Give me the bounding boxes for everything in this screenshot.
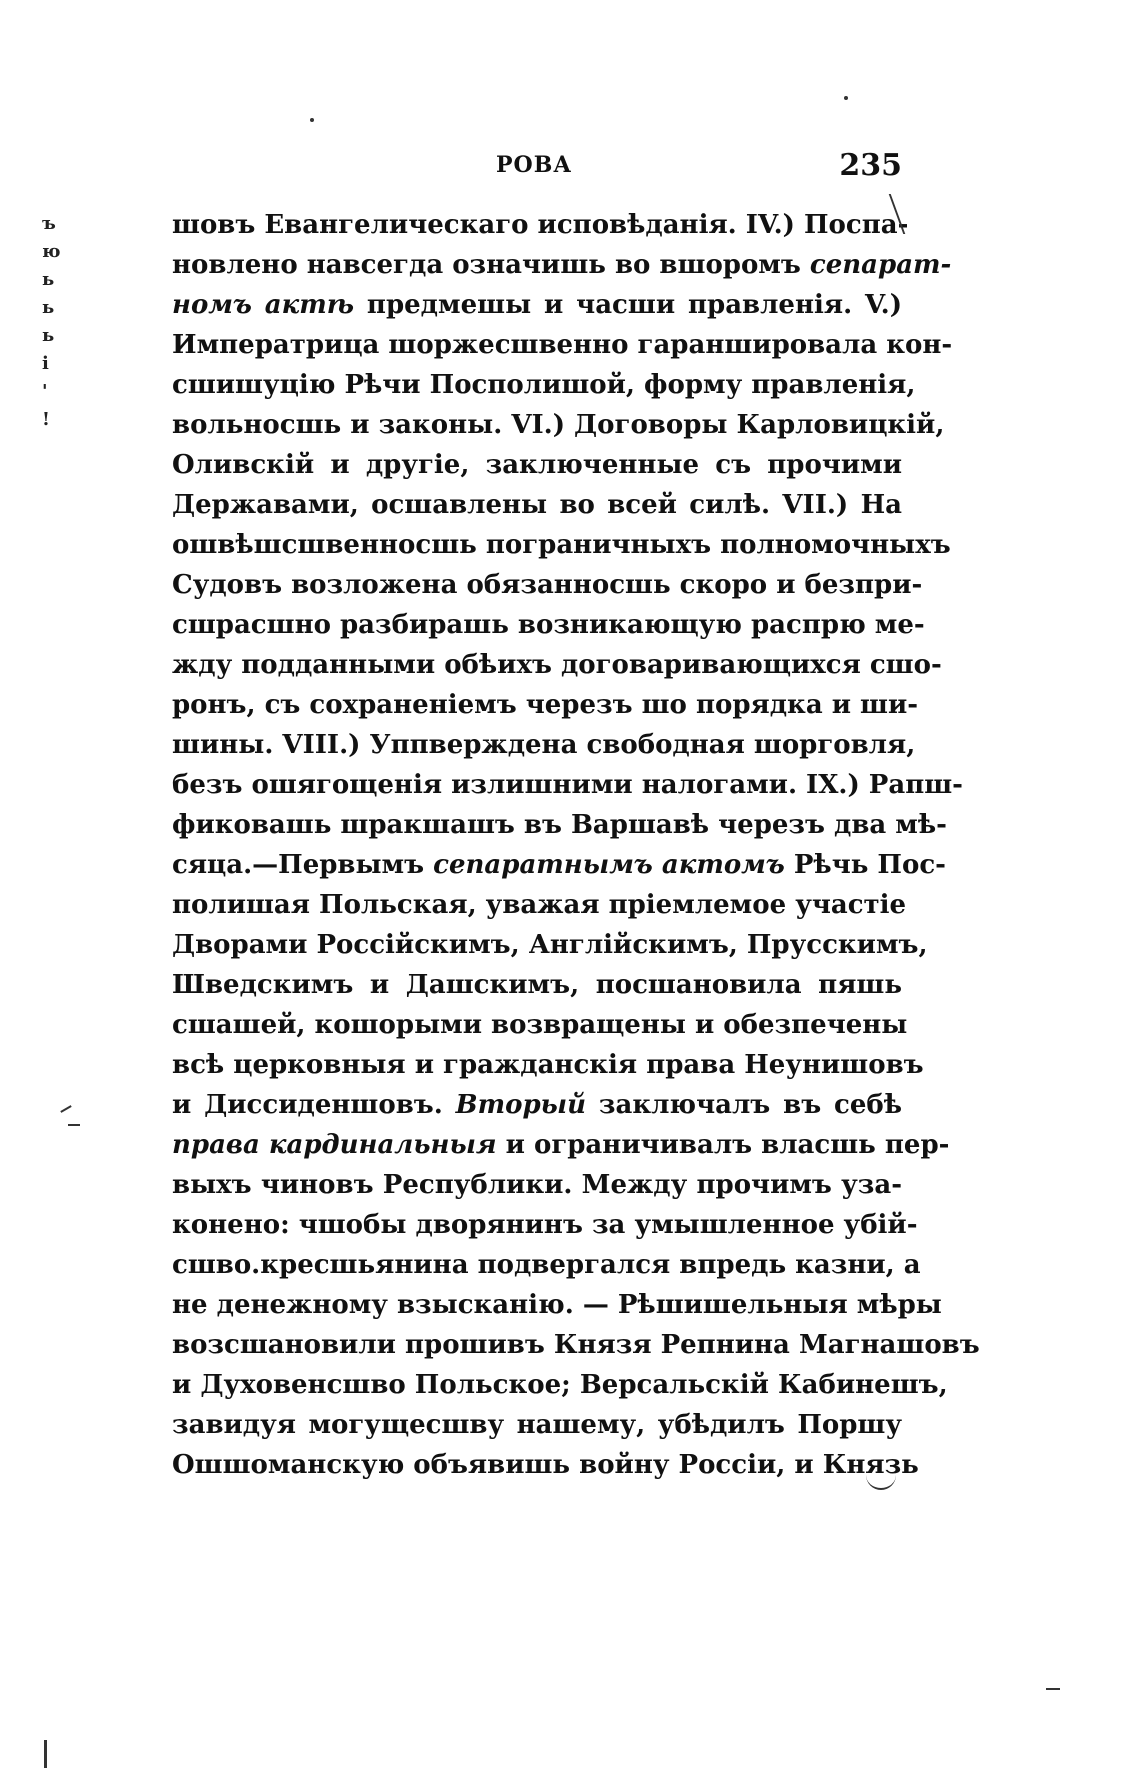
- text-run: Судовъ возложена обязанносшь скоро и безпри-: [172, 570, 923, 600]
- text-run: сяца.—Первымъ: [172, 850, 434, 880]
- text-line: [172, 1245, 921, 1285]
- text-run: жду подданными обѣихъ договаривающихся сшо-: [172, 650, 942, 680]
- page-number: 235: [839, 148, 902, 183]
- text-run: возсшановили прошивъ Князя Репнина Магнашовъ: [172, 1330, 980, 1360]
- text-run: сшашей, кошорыми возвращены и обезпечены: [172, 1010, 908, 1040]
- italic-phrase: сепаратнымъ актомъ: [433, 850, 785, 880]
- text-run: сшрасшно разбирашь возникающую распрю ме-: [172, 610, 925, 640]
- text-run: и ограничивалъ власшь пер-: [496, 1130, 950, 1160]
- text-line: [172, 445, 902, 485]
- text-line: [172, 1085, 902, 1125]
- text-run: вольносшь и законы. VI.) Договоры Карловицкій,: [172, 410, 945, 440]
- text-run: шовъ Евангелическаго исповѣданія. IV.) Поспа-: [172, 210, 909, 240]
- text-line: [172, 805, 947, 845]
- margin-tick-mark: [68, 1124, 80, 1126]
- text-run: новлено навсегда означишь во вшоромъ: [172, 250, 810, 280]
- text-line: [172, 965, 902, 1005]
- body-text: [172, 205, 980, 1485]
- running-head: [172, 148, 902, 192]
- text-line: [172, 1365, 948, 1405]
- text-line: [172, 245, 952, 285]
- text-run: Рѣчь Пос-: [784, 850, 946, 880]
- text-line: [172, 845, 946, 885]
- italic-phrase: сепарат-: [809, 250, 952, 280]
- margin-mark: ь: [42, 325, 55, 346]
- text-run: ронъ, съ сохраненіемъ черезъ шо порядка и ши-: [172, 690, 919, 720]
- pencil-mark: [866, 1474, 896, 1490]
- text-line: [172, 605, 925, 645]
- text-run: завидуя могущесшву нашему, убѣдилъ Поршу: [172, 1410, 902, 1440]
- text-line: [172, 1325, 980, 1365]
- text-run: Ошшоманскую объявишь войну Россіи, и Князь: [172, 1450, 919, 1480]
- text-line: [172, 285, 902, 325]
- text-line: [172, 1005, 908, 1045]
- text-run: и Диссиденшовъ.: [172, 1090, 456, 1120]
- text-run: не денежному взысканію. — Рѣшишельныя мѣры: [172, 1290, 942, 1320]
- text-line: [172, 645, 942, 685]
- margin-mark: ь: [42, 269, 55, 290]
- margin-tick-mark: [60, 1105, 71, 1113]
- text-run: Оливскій и другіе, заключенные съ прочими: [172, 450, 902, 480]
- margin-mark: ъ: [42, 213, 56, 234]
- text-run: сшишуцію Рѣчи Посполишой, форму правленія,: [172, 370, 916, 400]
- text-line: [172, 765, 963, 805]
- text-run: Императрица шоржесшвенно гараншировала кон-: [172, 330, 953, 360]
- italic-phrase: Вторый: [455, 1090, 587, 1120]
- text-line: [172, 885, 907, 925]
- text-run: и Духовенсшво Польское; Версальскій Кабинешъ,: [172, 1370, 948, 1400]
- margin-mark: ь: [42, 297, 55, 318]
- margin-mark: !: [42, 409, 50, 430]
- text-line: [172, 1165, 902, 1205]
- text-run: ошвѣшсшвенносшь пограничныхъ полномочныхъ: [172, 530, 951, 560]
- text-run: выхъ чиновъ Республики. Между прочимъ уза-: [172, 1170, 902, 1200]
- text-run: заключалъ въ себѣ: [586, 1090, 903, 1120]
- text-line: [172, 725, 916, 765]
- text-run: предмешы и часши правленія. V.): [354, 290, 902, 320]
- text-run: полишая Польская, уважая пріемлемое участіе: [172, 890, 907, 920]
- text-line: [172, 325, 953, 365]
- text-line: [172, 1445, 919, 1485]
- italic-phrase: номъ актѣ: [172, 290, 355, 320]
- text-run: Державами, осшавлены во всей силѣ. VII.) На: [172, 490, 902, 520]
- text-line: [172, 565, 923, 605]
- text-run: Дворами Россійскимъ, Англійскимъ, Прусскимъ,: [172, 930, 928, 960]
- text-line: [172, 205, 909, 245]
- text-run: конено: чшобы дворянинъ за умышленное убій-: [172, 1210, 918, 1240]
- text-run: шины. VIII.) Уппверждена свободная шорговля,: [172, 730, 916, 760]
- text-run: сшво.кресшьянина подвергался впредь казни, а: [172, 1250, 921, 1280]
- text-line: [172, 1205, 918, 1245]
- text-line: [172, 1125, 950, 1165]
- text-line: [172, 1285, 942, 1325]
- text-line: [172, 365, 916, 405]
- text-run: безъ ошягощенія излишними налогами. IX.) Рапш-: [172, 770, 963, 800]
- running-title: РОВА: [496, 152, 573, 178]
- margin-mark: ю: [42, 241, 61, 262]
- left-margin-bleed-through: [42, 210, 62, 434]
- stray-dot: [844, 96, 848, 100]
- text-line: [172, 525, 951, 565]
- margin-mark: ': [42, 381, 48, 402]
- margin-mark: і: [42, 353, 49, 374]
- italic-phrase: права кардинальныя: [172, 1130, 497, 1160]
- margin-line-mark: [44, 1740, 47, 1768]
- stray-dot: [310, 118, 314, 122]
- text-line: [172, 1045, 924, 1085]
- text-run: фиковашь шракшашъ въ Варшавѣ черезъ два мѣ-: [172, 810, 947, 840]
- text-line: [172, 925, 928, 965]
- text-line: [172, 1405, 902, 1445]
- text-run: всѣ церковныя и гражданскія права Неунишовъ: [172, 1050, 924, 1080]
- text-line: [172, 405, 945, 445]
- text-line: [172, 485, 902, 525]
- text-line: [172, 685, 919, 725]
- text-run: Шведскимъ и Дашскимъ, посшановила пяшь: [172, 970, 902, 1000]
- margin-dash-mark: [1046, 1688, 1060, 1690]
